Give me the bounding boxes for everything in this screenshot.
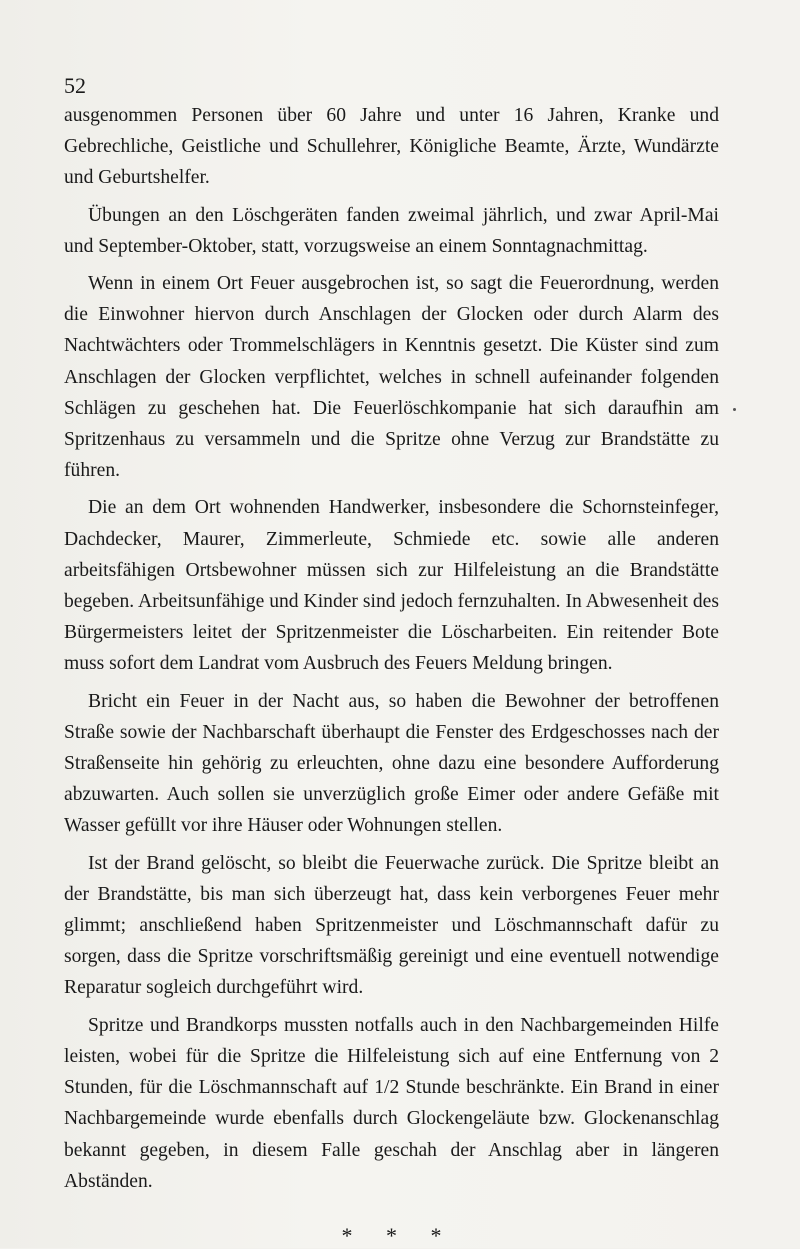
paragraph-night-fire: Bricht ein Feuer in der Nacht aus, so haben die Bewohner der betroffenen Straße sowie der Nachbarschaft überhaupt die Fenster des Erdgeschosses nach der Straßenseite hin gehörig zu erleuchten, ohne dazu eine besondere Aufforderung abzuwarten. Auch sollen sie unverzüglich große Eimer oder andere Gefäße mit Wasser gefüllt vor ihre Häuser oder Wohnungen stellen. bbox=[64, 690, 719, 837]
paragraph-neighbor-communities: Spritze und Brandkorps mussten notfalls auch in den Nachbargemeinden Hilfe leisten, wobei für die Spritze die Hilfeleistung sich auf eine Entfernung von 2 Stunden, für die Löschmannschaft auf 1/2 Stunde beschränkte. Ein Brand in einer Nachbargemeinde wurde ebenfalls durch Glockengeläute bzw. Glockenanschlag bekannt gegeben, in diesem Falle geschah der Anschlag aber in längeren Abständen. bbox=[64, 1014, 719, 1192]
paragraph-fire-extinguished: Ist der Brand gelöscht, so bleibt die Feuerwache zurück. Die Spritze bleibt an der Brandstätte, bis man sich überzeugt hat, dass kein verborgenes Feuer mehr glimmt; anschließend haben Spritzenmeister und Löschmannschaft dafür zu sorgen, dass die Spritze vorschriftsmäßig gereinigt und eine eventuell notwendige Reparatur sogleich durchgeführt wird. bbox=[64, 852, 719, 999]
paragraph-craftsmen: Die an dem Ort wohnenden Handwerker, insbesondere die Schornsteinfeger, Dachdecker, Maurer, Zimmerleute, Schmiede etc. sowie alle anderen arbeitsfähigen Ortsbewohner müssen sich zur Hilfeleistung an die Brandstätte begeben. Arbeitsunfähige und Kinder sind jedoch fernzuhalten. In Abwesenheit des Bürgermeisters leitet der Spritzenmeister die Löscharbeiten. Ein reitender Bote muss sofort dem Landrat vom Ausbruch des Feuers Meldung bringen. bbox=[64, 497, 719, 675]
paragraph-continuation: ausgenommen Personen über 60 Jahre und unter 16 Jahren, Kranke und Gebrechliche, Geistliche und Schullehrer, Königliche Beamte, Ärzte, Wundärzte und Geburtshelfer. bbox=[64, 105, 719, 189]
text-column bbox=[64, 72, 719, 1249]
section-separator: * * * bbox=[341, 1222, 456, 1248]
paragraph-fire-alarm: Wenn in einem Ort Feuer ausgebrochen ist, so sagt die Feuerordnung, werden die Einwohner hiervon durch Anschlagen der Glocken oder durch Alarm des Nachtwächters oder Trommelschlägers in Kenntnis gesetzt. Die Küster sind zum Anschlagen der Glocken verpflichtet, welches in schnell aufeinander folgenden Schlägen zu geschehen hat. Die Feuerlöschkompanie hat sich daraufhin am Spritzenhaus zu versammeln und die Spritze ohne Verzug zur Brandstätte zu führen. bbox=[64, 273, 719, 482]
page-number: 52 bbox=[64, 73, 86, 98]
paragraph-exercises: Übungen an den Löschgeräten fanden zweimal jährlich, und zwar April-Mai und September-Oktober, statt, vorzugsweise an einem Sonntagnachmittag. bbox=[64, 204, 719, 257]
margin-speck bbox=[733, 408, 736, 411]
